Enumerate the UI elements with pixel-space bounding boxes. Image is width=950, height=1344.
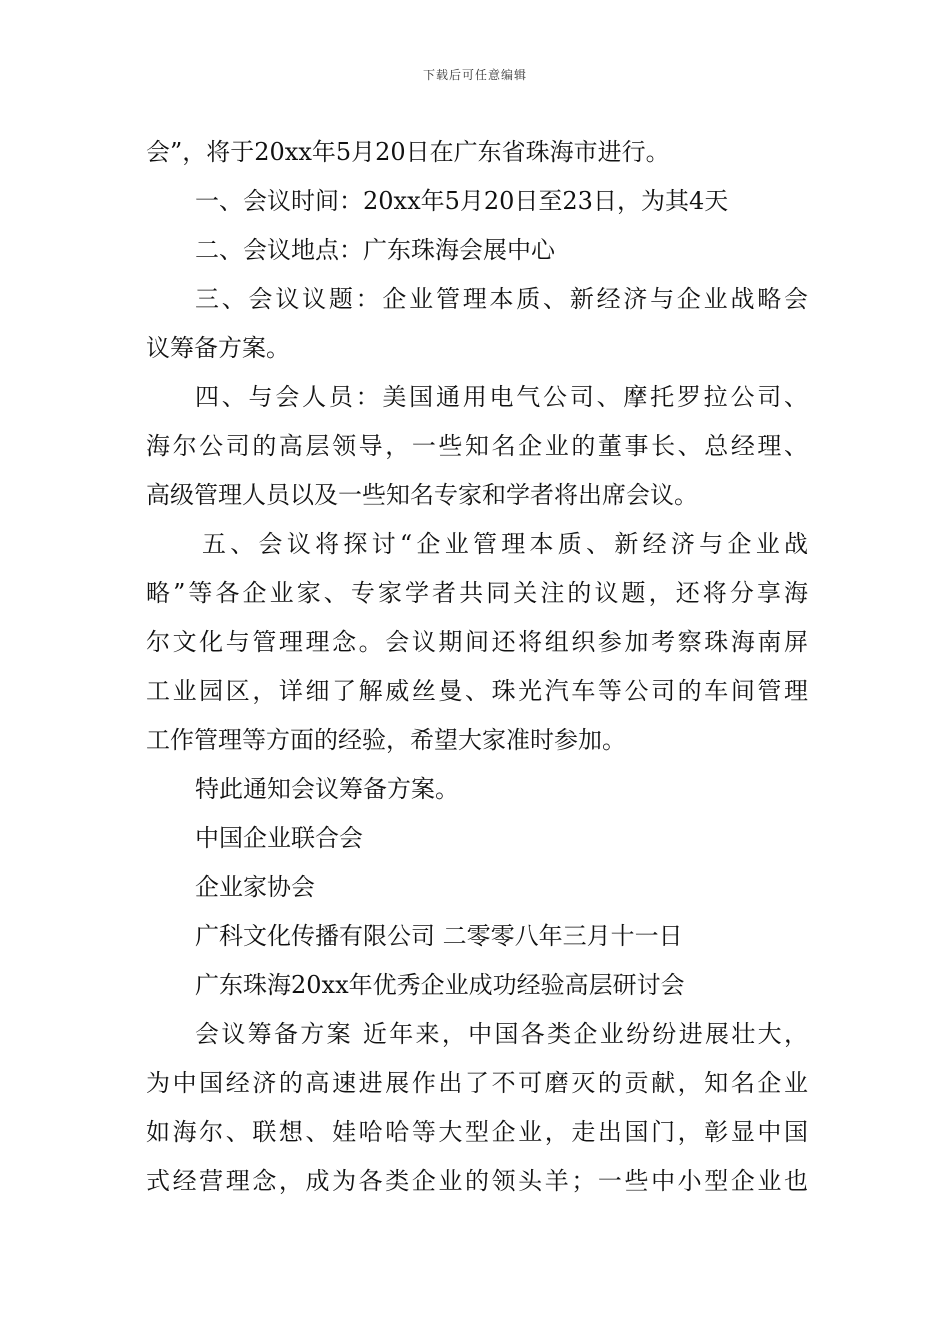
paragraph-line: 一、会议时间：20xx年5月20日至23日，为其4天 [195,187,729,215]
paragraph-line: 式经营理念，成为各类企业的领头羊；一些中小型企业也 [146,1167,808,1195]
signature-line: 广科文化传播有限公司 二零零八年三月十一日 [195,922,683,950]
paragraph-line: 议筹备方案。 [146,334,290,362]
paragraph-line: 四、与会人员：美国通用电气公司、摩托罗拉公司、 [195,383,808,411]
paragraph-line: 为中国经济的高速进展作出了不可磨灭的贡献，知名企业 [146,1069,808,1097]
signature-line: 中国企业联合会 [195,824,363,852]
paragraph-line: 高级管理人员以及一些知名专家和学者将出席会议。 [146,481,698,509]
paragraph-line: 会议筹备方案 近年来，中国各类企业纷纷进展壮大， [195,1020,808,1048]
page-header: 下载后可任意编辑 [422,68,527,82]
paragraph-line: 五、会议将探讨“企业管理本质、新经济与企业战 [202,530,808,558]
signature-line: 企业家协会 [195,873,315,901]
paragraph-line: 如海尔、联想、娃哈哈等大型企业，走出国门，彰显中国 [146,1118,808,1146]
paragraph-line: 工作管理等方面的经验，希望大家准时参加。 [146,726,626,754]
paragraph-line: 略”等各企业家、专家学者共同关注的议题，还将分享海 [146,579,808,607]
paragraph-line: 会”，将于20xx年5月20日在广东省珠海市进行。 [146,138,670,166]
paragraph-line: 海尔公司的高层领导，一些知名企业的董事长、总经理、 [146,432,808,460]
paragraph-line: 尔文化与管理理念。会议期间还将组织参加考察珠海南屏 [146,628,808,656]
section-title: 广东珠海20xx年优秀企业成功经验高层研讨会 [195,971,685,999]
document-body [146,128,808,1206]
paragraph-line: 特此通知会议筹备方案。 [195,775,459,803]
paragraph-line: 三、会议议题：企业管理本质、新经济与企业战略会 [195,285,808,313]
paragraph-line: 工业园区，详细了解威丝曼、珠光汽车等公司的车间管理 [146,677,808,705]
paragraph-line: 二、会议地点：广东珠海会展中心 [195,236,555,264]
